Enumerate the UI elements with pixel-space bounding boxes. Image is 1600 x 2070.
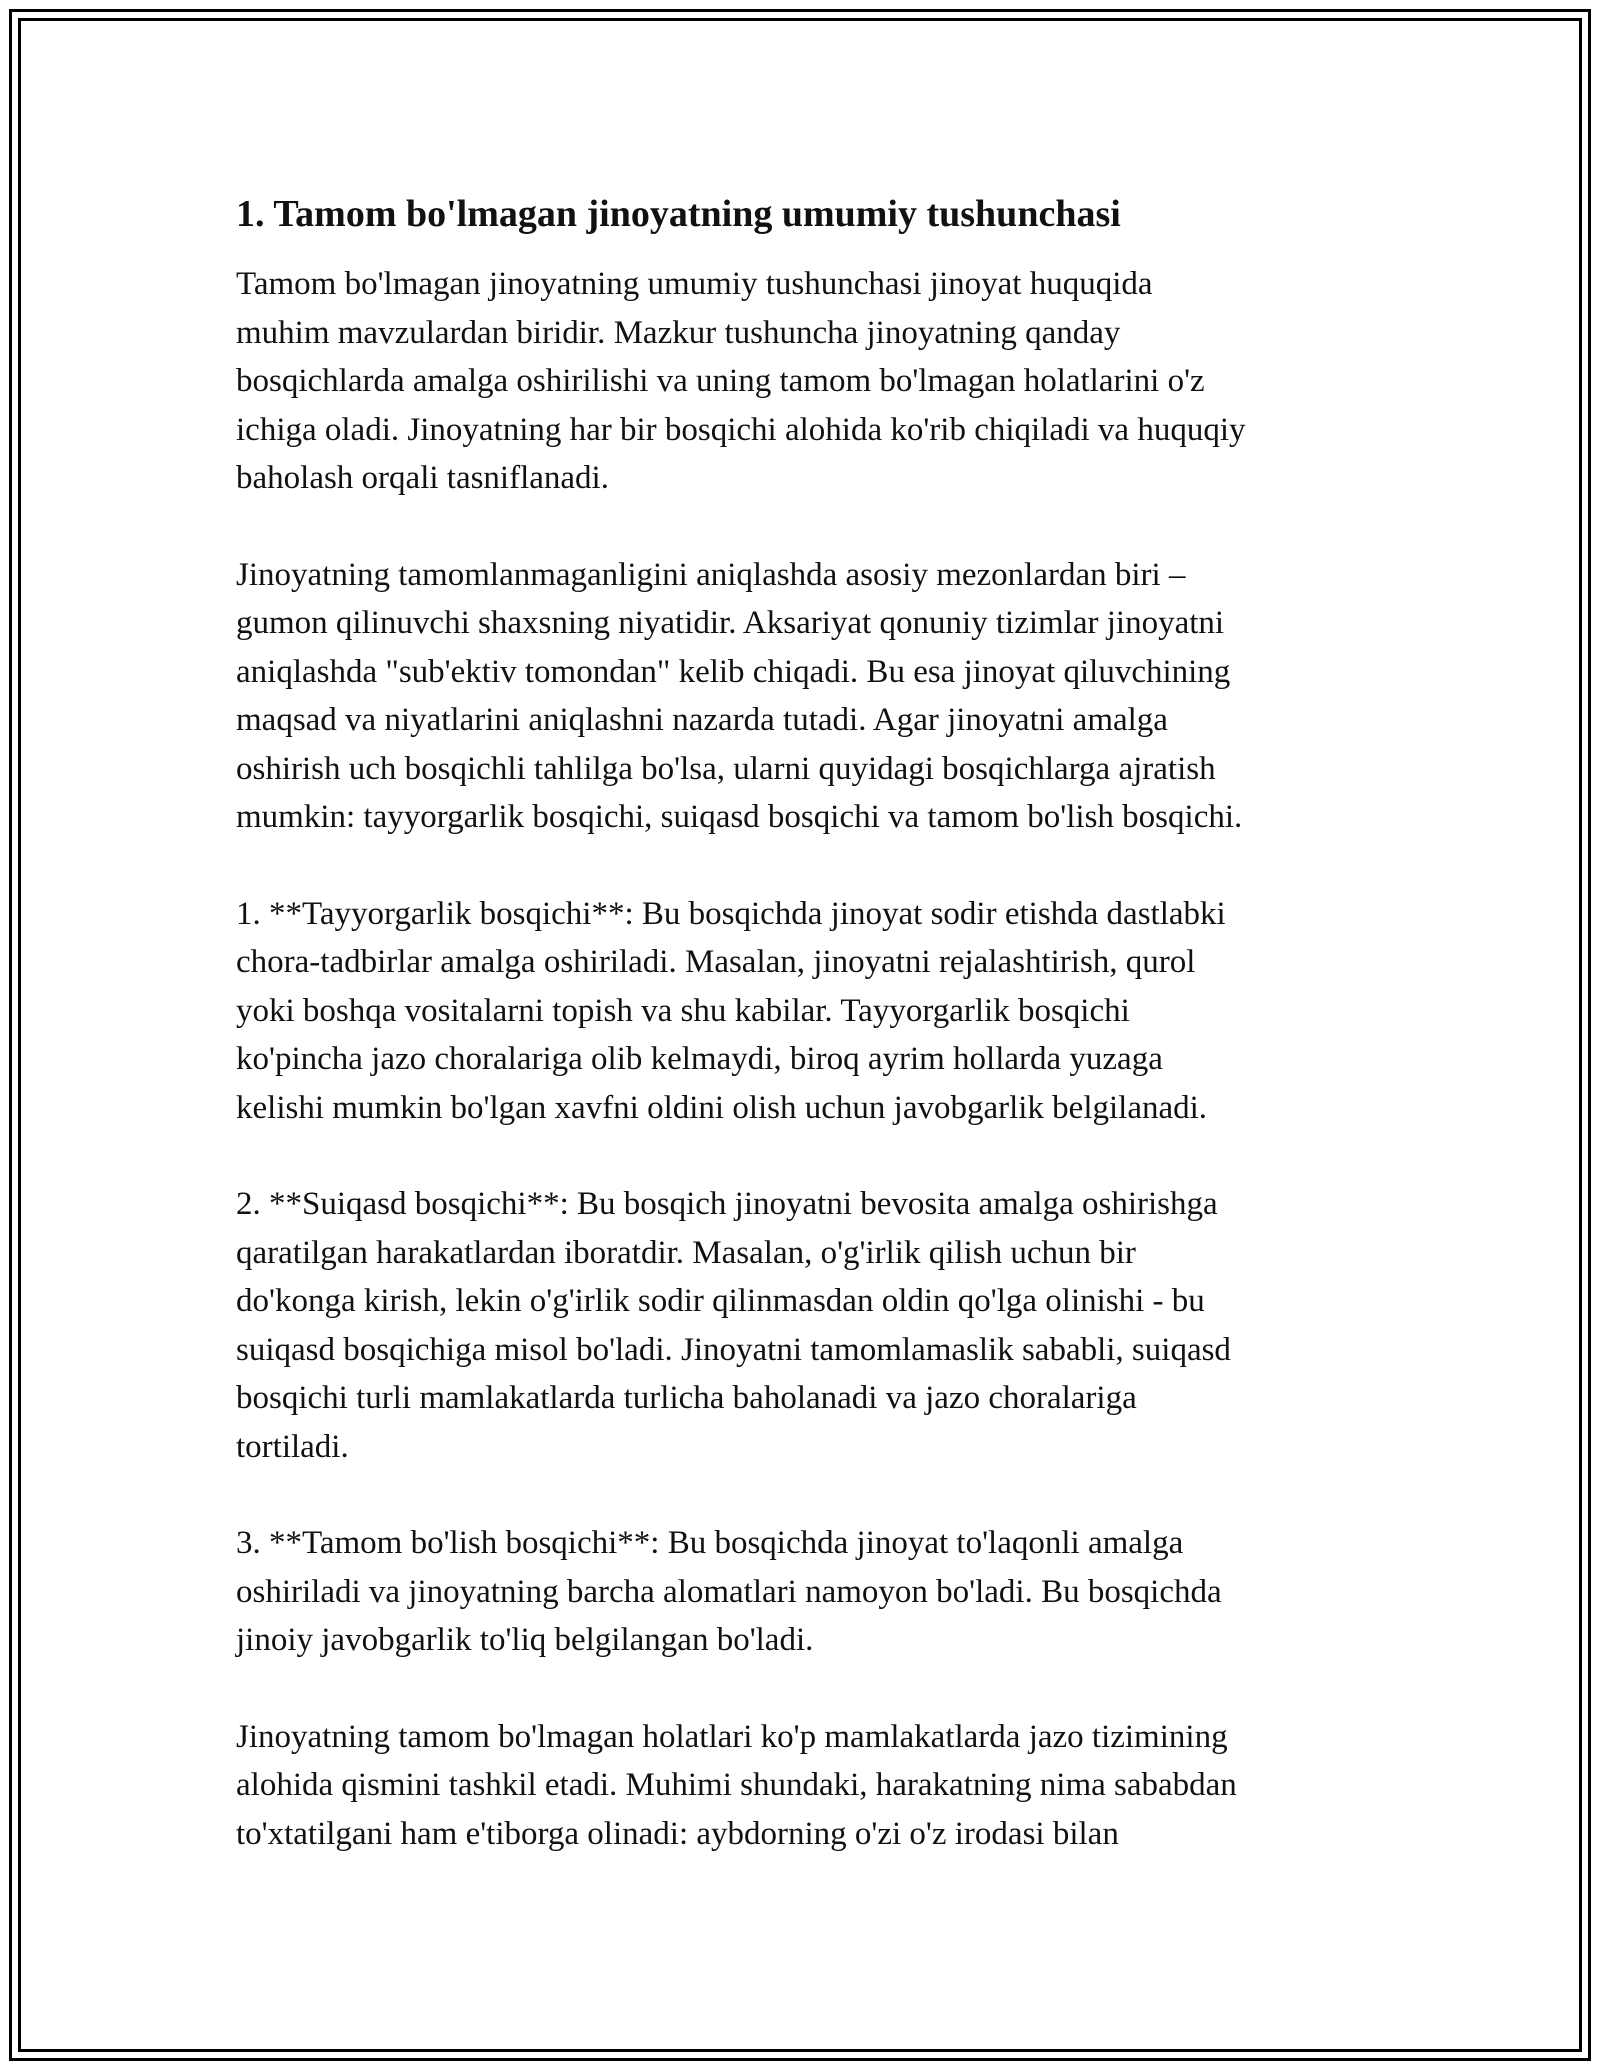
- paragraph-stage-preparation: [236, 890, 1396, 1133]
- text-line: bosqichlarda amalga oshirilishi va uning tamom bo'lmagan holatlarini o'z: [236, 363, 1205, 399]
- text-line: mumkin: tayyorgarlik bosqichi, suiqasd bosqichi va tamom bo'lish bosqichi.: [236, 799, 1243, 835]
- paragraph-stage-attempt: [236, 1180, 1396, 1471]
- text-line: 2. **Suiqasd bosqichi**: Bu bosqich jinoyatni bevosita amalga oshirishga: [236, 1186, 1218, 1222]
- text-line: qaratilgan harakatlardan iboratdir. Masalan, o'g'irlik qilish uchun bir: [236, 1234, 1136, 1271]
- text-line: 3. **Tamom bo'lish bosqichi**: Bu bosqichda jinoyat to'laqonli amalga: [236, 1525, 1184, 1561]
- text-line: suiqasd bosqichiga misol bo'ladi. Jinoyatni tamomlamaslik sababli, suiqasd: [236, 1331, 1231, 1368]
- text-line: yoki boshqa vositalarni topish va shu kabilar. Tayyorgarlik bosqichi: [236, 992, 1130, 1029]
- paragraph-intro: [236, 260, 1396, 503]
- paragraph-conclusion: [236, 1713, 1396, 1859]
- text-line: jinoiy javobgarlik to'liq belgilangan bo'ladi.: [236, 1622, 814, 1658]
- text-line: bosqichi turli mamlakatlarda turlicha baholanadi va jazo choralariga: [236, 1380, 1137, 1416]
- text-line: ko'pincha jazo choralariga olib kelmaydi, biroq ayrim hollarda yuzaga: [236, 1041, 1163, 1077]
- text-line: baholash orqali tasniflanadi.: [236, 460, 609, 496]
- text-line: aniqlashda "sub'ektiv tomondan" kelib chiqadi. Bu esa jinoyat qiluvchining: [236, 653, 1231, 690]
- text-line: 1. **Tayyorgarlik bosqichi**: Bu bosqichda jinoyat sodir etishda dastlabki: [236, 895, 1226, 932]
- section-heading: 1. Tamom bo'lmagan jinoyatning umumiy tushunchasi: [236, 193, 1121, 235]
- text-line: Tamom bo'lmagan jinoyatning umumiy tushunchasi jinoyat huquqida: [236, 266, 1153, 302]
- text-line: Jinoyatning tamom bo'lmagan holatlari ko'p mamlakatlarda jazo tizimining: [236, 1718, 1228, 1755]
- text-line: Jinoyatning tamomlanmaganligini aniqlashda asosiy mezonlardan biri –: [236, 556, 1186, 593]
- text-line: maqsad va niyatlarini aniqlashni nazarda tutadi. Agar jinoyatni amalga: [236, 702, 1168, 738]
- text-line: muhim mavzulardan biridir. Mazkur tushuncha jinoyatning qanday: [236, 314, 1121, 351]
- text-line: oshirish uch bosqichli tahlilga bo'lsa, ularni quyidagi bosqichlarga ajratish: [236, 750, 1216, 787]
- text-line: oshiriladi va jinoyatning barcha alomatlari namoyon bo'ladi. Bu bosqichda: [236, 1573, 1222, 1610]
- text-line: alohida qismini tashkil etadi. Muhimi shundaki, harakatning nima sababdan: [236, 1767, 1237, 1803]
- text-line: tortiladi.: [236, 1428, 349, 1465]
- text-line: ichiga oladi. Jinoyatning har bir bosqichi alohida ko'rib chiqiladi va huquqiy: [236, 411, 1246, 448]
- text-line: chora-tadbirlar amalga oshiriladi. Masalan, jinoyatni rejalashtirish, qurol: [236, 944, 1196, 980]
- text-line: do'konga kirish, lekin o'g'irlik sodir qilinmasdan oldin qo'lga olinishi - bu: [236, 1283, 1205, 1319]
- text-line: gumon qilinuvchi shaxsning niyatidir. Aksariyat qonuniy tizimlar jinoyatni: [236, 605, 1225, 641]
- paragraph-stage-completion: [236, 1519, 1396, 1665]
- document-body: [236, 188, 1396, 1906]
- paragraph-criteria: [236, 551, 1396, 842]
- text-line: to'xtatilgani ham e'tiborga olinadi: aybdorning o'zi o'z irodasi bilan: [236, 1815, 1119, 1852]
- text-line: kelishi mumkin bo'lgan xavfni oldini olish uchun javobgarlik belgilanadi.: [236, 1089, 1208, 1126]
